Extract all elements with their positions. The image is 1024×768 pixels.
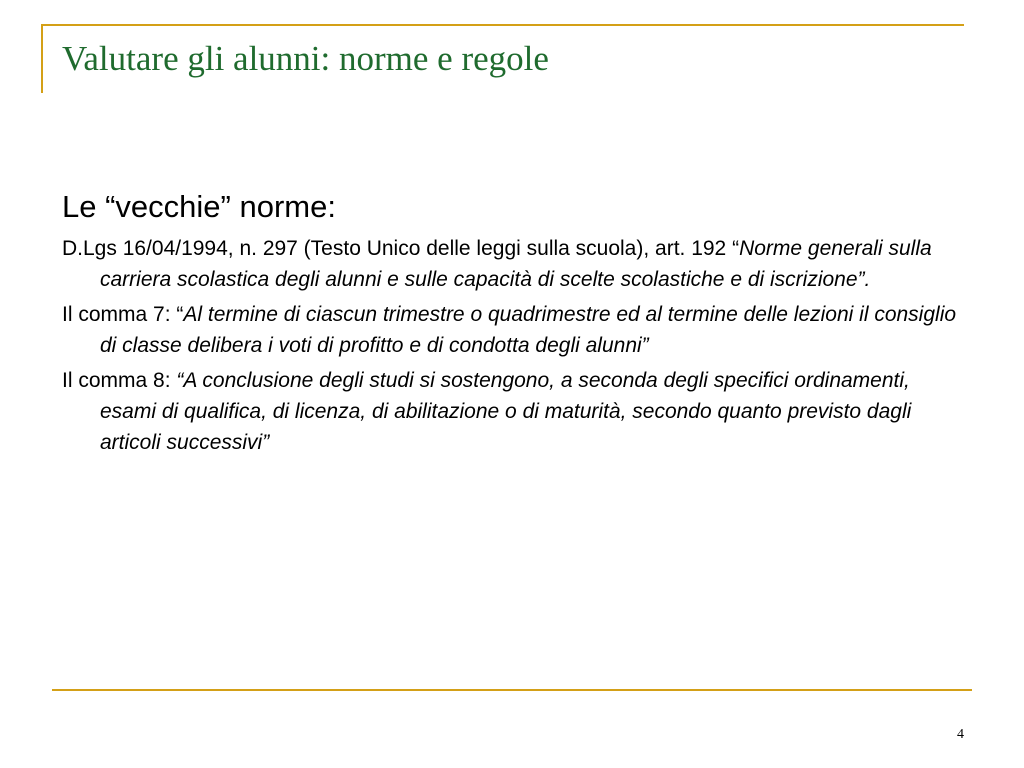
paragraph-quote: Norme generali sulla carriera scolastica degli alunni e sulle capacità di scelte scolastiche e di iscrizione”. <box>100 237 932 292</box>
accent-vertical-line <box>41 24 43 93</box>
slide-body <box>62 188 962 462</box>
paragraph-quote: “A conclusione degli studi si sostengono, a seconda degli specifici ordinamenti, esami di qualifica, di licenza, di abilitazione o di maturità, secondo quanto previsto dagli articoli successivi” <box>100 369 912 455</box>
paragraph-comma-8 <box>62 365 962 458</box>
paragraph-comma-7 <box>62 299 962 361</box>
paragraph-quote: Al termine di ciascun trimestre o quadrimestre ed al termine delle lezioni il consiglio di classe delibera i voti di profitto e di condotta degli alunni” <box>100 303 957 358</box>
paragraph-dlgs <box>62 233 962 295</box>
accent-top-line <box>41 24 964 26</box>
subheading: Le “vecchie” norme: <box>62 189 336 224</box>
paragraph-lead: D.Lgs 16/04/1994, n. 297 (Testo Unico delle leggi sulla scuola), art. 192 “ <box>62 237 740 261</box>
slide-title: Valutare gli alunni: norme e regole <box>62 39 549 78</box>
paragraph-lead: Il comma 8: <box>62 369 177 393</box>
page-number: 4 <box>957 727 964 742</box>
accent-bottom-line <box>52 689 972 691</box>
paragraph-lead: Il comma 7: “ <box>62 303 184 327</box>
